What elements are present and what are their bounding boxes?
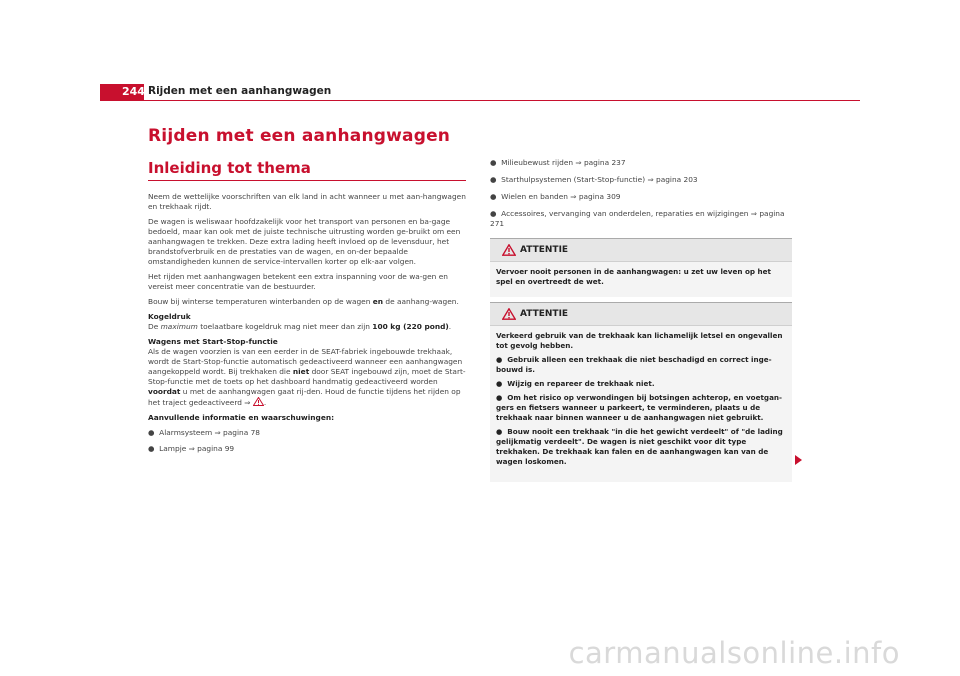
kogeldruk-italic: maximum <box>160 322 198 331</box>
list-item[interactable]: ● Wielen en banden ⇒ pagina 309 <box>490 192 621 201</box>
warning-intro: Verkeerd gebruik van de trekhaak kan lichamelijk letsel en ongevallen tot gevolg hebben. <box>496 331 783 350</box>
list-item[interactable]: ● Alarmsysteem ⇒ pagina 78 <box>148 428 260 437</box>
warning-item: ● Bouw nooit een trekhaak "in die het gewicht verdeelt" of "de lading gelijkmatig verdeelt". De wagen is niet geschikt voor dit type trekhaken. De trekhaak kan falen en de aanhangwagen kan van de wagen loskomen. <box>496 427 783 466</box>
list-item-text: Lampje ⇒ pagina 99 <box>159 444 235 453</box>
intro-paragraph: Neem de wettelijke voorschriften van elk land in acht wanneer u met aan-hangwagen en trekhaak rijdt. <box>148 192 466 211</box>
ss-text-post: u met de aanhangwagen gaat rij-den. Houd de functie tijdens het rijden op het traject gedeactiveerd ⇒ <box>148 387 461 407</box>
warning-header <box>490 239 792 261</box>
subtitle-divider <box>148 180 466 181</box>
ss-text: Als de wagen voorzien is van een eerder in de SEAT-fabriek ingebouwde trekhaak, wordt de Start-Stop-functie automatisch gedeactiveerd wanneer een aanhangwagen aangekoppeld wordt. Bij trekhaken die <box>148 347 463 376</box>
warning-triangle-icon <box>502 244 516 256</box>
warning-item: ● Wijzig en repareer de trekhaak niet. <box>496 379 655 388</box>
body-paragraph-winter <box>148 297 466 307</box>
section-subtitle: Inleiding tot thema <box>148 159 311 177</box>
ss-text-mid: door SEAT ingebouwd zijn, moet de Start-Stop-functie met de toets op het dashboard handmatig gedeactiveerd worden <box>148 367 466 386</box>
warning-text <box>490 325 792 482</box>
list-item-text: Starthulpsystemen (Start-Stop-functie) ⇒ pagina 203 <box>501 175 698 184</box>
winter-bold: en <box>372 297 384 306</box>
ss-bold-niet: niet <box>292 367 310 376</box>
warning-item: ● Gebruik alleen een trekhaak die niet beschadigd en correct inge-bouwd is. <box>496 355 772 374</box>
extra-info-heading: Aanvullende informatie en waarschuwingen: <box>148 413 335 422</box>
kogeldruk-value: 100 kg (220 pond) <box>372 322 449 331</box>
warning-box-towbar <box>490 302 792 478</box>
warning-item-text: Om het risico op verwondingen bij botsingen achterop, en voetgan-gers en fietsers wanneer u parkeert, te verminderen, plaats u de trekhaak naar binnen wanneer u de aanhangwagen niet gebruikt. <box>496 393 783 422</box>
list-item-text: Milieubewust rijden ⇒ pagina 237 <box>501 158 626 167</box>
start-stop-paragraph <box>148 347 466 408</box>
winter-text-end: de aanhang-wagen. <box>383 297 459 306</box>
list-item-text: Wielen en banden ⇒ pagina 309 <box>501 192 621 201</box>
warning-label: ATTENTIE <box>520 309 569 319</box>
body-paragraph-effort: Het rijden met aanhangwagen betekent een extra inspanning voor de wa-gen en vereist meer concentratie van de bestuurder. <box>148 272 448 291</box>
warning-triangle-icon[interactable] <box>253 397 267 407</box>
kogeldruk-end: . <box>448 322 452 331</box>
watermark: carmanualsonline.info <box>568 636 900 670</box>
kogeldruk-paragraph <box>148 322 466 332</box>
ss-end: . <box>263 398 267 407</box>
warning-paragraph: Vervoer nooit personen in de aanhangwagen: u zet uw leven op het spel en overtreedt de wet. <box>496 267 771 286</box>
warning-item-text: Wijzig en repareer de trekhaak niet. <box>507 379 655 388</box>
page-header <box>100 84 860 101</box>
warning-label: ATTENTIE <box>520 245 569 255</box>
warning-text <box>490 261 792 297</box>
kogeldruk-text: De <box>148 322 161 331</box>
warning-item: ● Om het risico op verwondingen bij botsingen achterop, en voetgan-gers en fietsers wanneer u parkeert, te verminderen, plaats u de trekhaak naar binnen wanneer u de aanhangwagen niet gebruikt. <box>496 393 783 422</box>
section-title: Rijden met een aanhangwagen <box>148 126 451 146</box>
warning-header <box>490 303 792 325</box>
warning-triangle-icon <box>502 308 516 320</box>
kogeldruk-text-mid: toelaatbare kogeldruk mag niet meer dan zijn <box>197 322 373 331</box>
warning-item-text: Bouw nooit een trekhaak "in die het gewicht verdeelt" of "de lading gelijkmatig verdeelt". De wagen is niet geschikt voor dit type trekhaken. De trekhaak kan falen en de aanhangwagen kan van de wagen loskomen. <box>496 427 783 466</box>
start-stop-heading: Wagens met Start-Stop-functie <box>148 337 278 346</box>
warning-box-passengers <box>490 238 792 296</box>
continue-arrow-icon <box>795 455 802 465</box>
list-item[interactable]: ● Milieubewust rijden ⇒ pagina 237 <box>490 158 626 167</box>
list-item-text: Alarmsysteem ⇒ pagina 78 <box>159 428 260 437</box>
left-column <box>148 192 466 460</box>
winter-text: Bouw bij winterse temperaturen winterbanden op de wagen <box>148 297 373 306</box>
list-item[interactable]: ● Lampje ⇒ pagina 99 <box>148 444 235 453</box>
body-paragraph-usage: De wagen is weliswaar hoofdzakelijk voor het transport van personen en ba-gage bedoeld, maar kan ook met de juiste technische uitrusting worden ge-bruikt om een aanhangwagen te trekken. Deze extra lading heeft invloed op de levensduur, het brandstofverbruik en de prestaties van de wagen, en on-der bepaalde omstandigheden kunnen de service-intervallen korter op elk-aar volgen. <box>148 217 461 266</box>
kogeldruk-heading: Kogeldruk <box>148 312 191 321</box>
right-column <box>490 158 790 236</box>
running-title: Rijden met een aanhangwagen <box>148 85 332 97</box>
list-item[interactable]: ● Accessoires, vervanging van onderdelen, reparaties en wijzigingen ⇒ pagina 271 <box>490 209 785 228</box>
warning-item-text: Gebruik alleen een trekhaak die niet beschadigd en correct inge-bouwd is. <box>496 355 772 374</box>
ss-bold-voordat: voordat <box>148 387 181 396</box>
page-number: 244 <box>100 84 144 100</box>
list-item[interactable]: ● Starthulpsystemen (Start-Stop-functie) ⇒ pagina 203 <box>490 175 698 184</box>
list-item-text: Accessoires, vervanging van onderdelen, reparaties en wijzigingen ⇒ pagina 271 <box>490 209 785 228</box>
